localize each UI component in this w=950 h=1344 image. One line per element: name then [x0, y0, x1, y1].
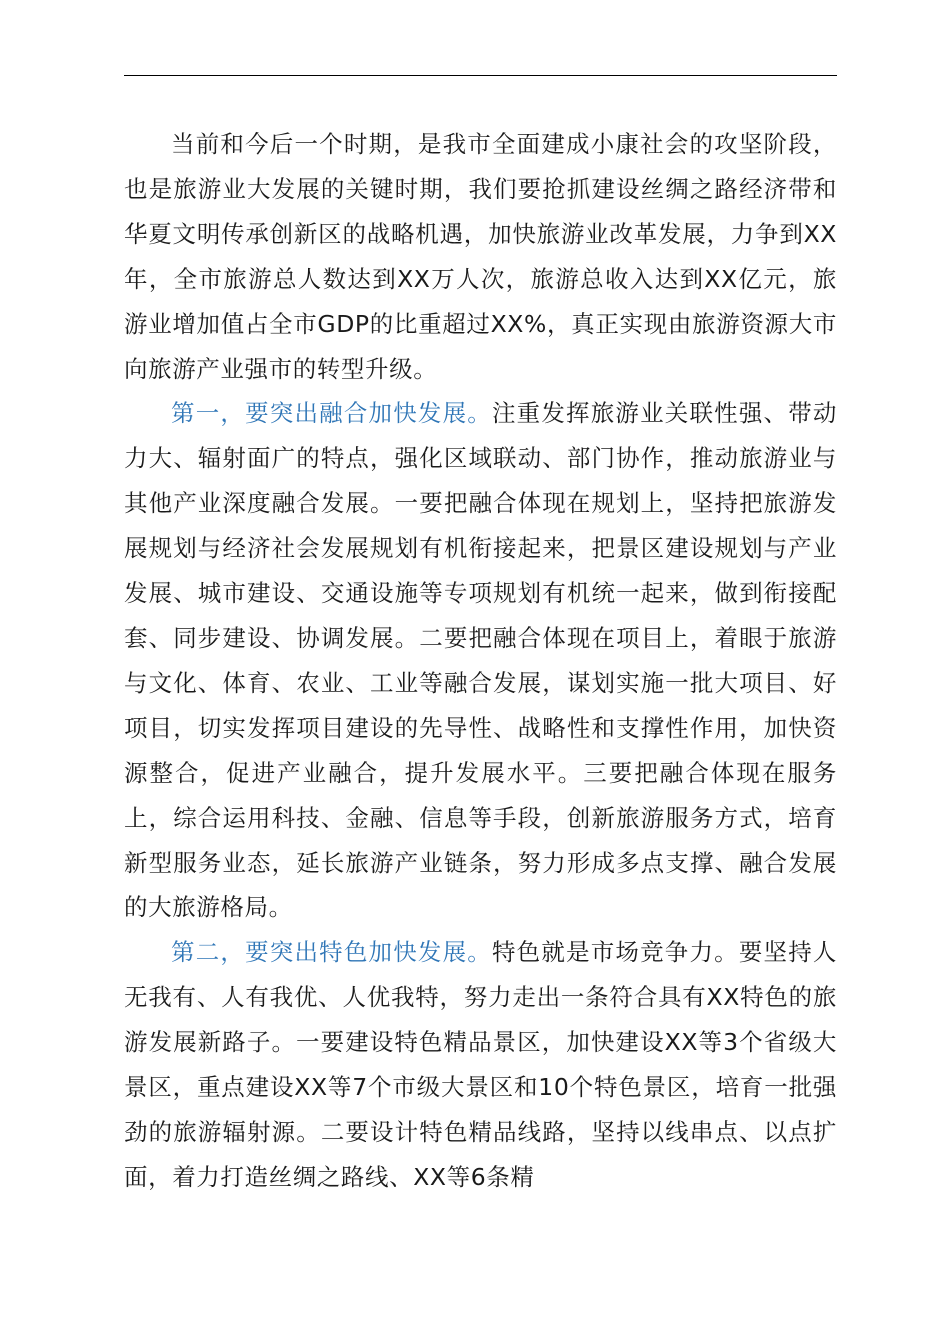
paragraph-intro — [124, 122, 837, 391]
paragraph-first-point — [124, 391, 837, 930]
paragraph-heading: 第二，要突出特色加快发展。 — [171, 938, 492, 967]
paragraph-heading: 第一，要突出融合加快发展。 — [171, 399, 492, 428]
paragraph-text: 注重发挥旅游业关联性强、带动力大、辐射面广的特点，强化区域联动、部门协作，推动旅游业与其他产业深度融合发展。一要把融合体现在规划上，坚持把旅游发展规划与经济社会发展规划有机衔接起来，把景区建设规划与产业发展、城市建设、交通设施等专项规划有机统一起来，做到衔接配套、同步建设、协调发展。二要把融合体现在项目上，着眼于旅游与文化、体育、农业、工业等融合发展，谋划实施一批大项目、好项目，切实发挥项目建设的先导性、战略性和支撑性作用，加快资源整合，促进产业融合，提升发展水平。三要把融合体现在服务上，综合运用科技、金融、信息等手段，创新旅游服务方式，培育新型服务业态，延长旅游产业链条，努力形成多点支撑、融合发展的大旅游格局。 — [124, 399, 837, 922]
header-rule — [124, 75, 837, 76]
document-body — [124, 122, 837, 1200]
paragraph-text: 特色就是市场竞争力。要坚持人无我有、人有我优、人优我特，努力走出一条符合具有XX特色的旅游发展新路子。一要建设特色精品景区，加快建设XX等3个省级大景区，重点建设XX等7个市级大景区和10个特色景区，培育一批强劲的旅游辐射源。二要设计特色精品线路，坚持以线串点、以点扩面，着力打造丝绸之路线、XX等6条精 — [124, 938, 837, 1191]
paragraph-second-point — [124, 930, 837, 1199]
paragraph-text: 当前和今后一个时期，是我市全面建成小康社会的攻坚阶段，也是旅游业大发展的关键时期，我们要抢抓建设丝绸之路经济带和华夏文明传承创新区的战略机遇，加快旅游业改革发展，力争到XX年，全市旅游总人数达到XX万人次，旅游总收入达到XX亿元，旅游业增加值占全市GDP的比重超过XX%，真正实现由旅游资源大市向旅游产业强市的转型升级。 — [124, 130, 837, 383]
